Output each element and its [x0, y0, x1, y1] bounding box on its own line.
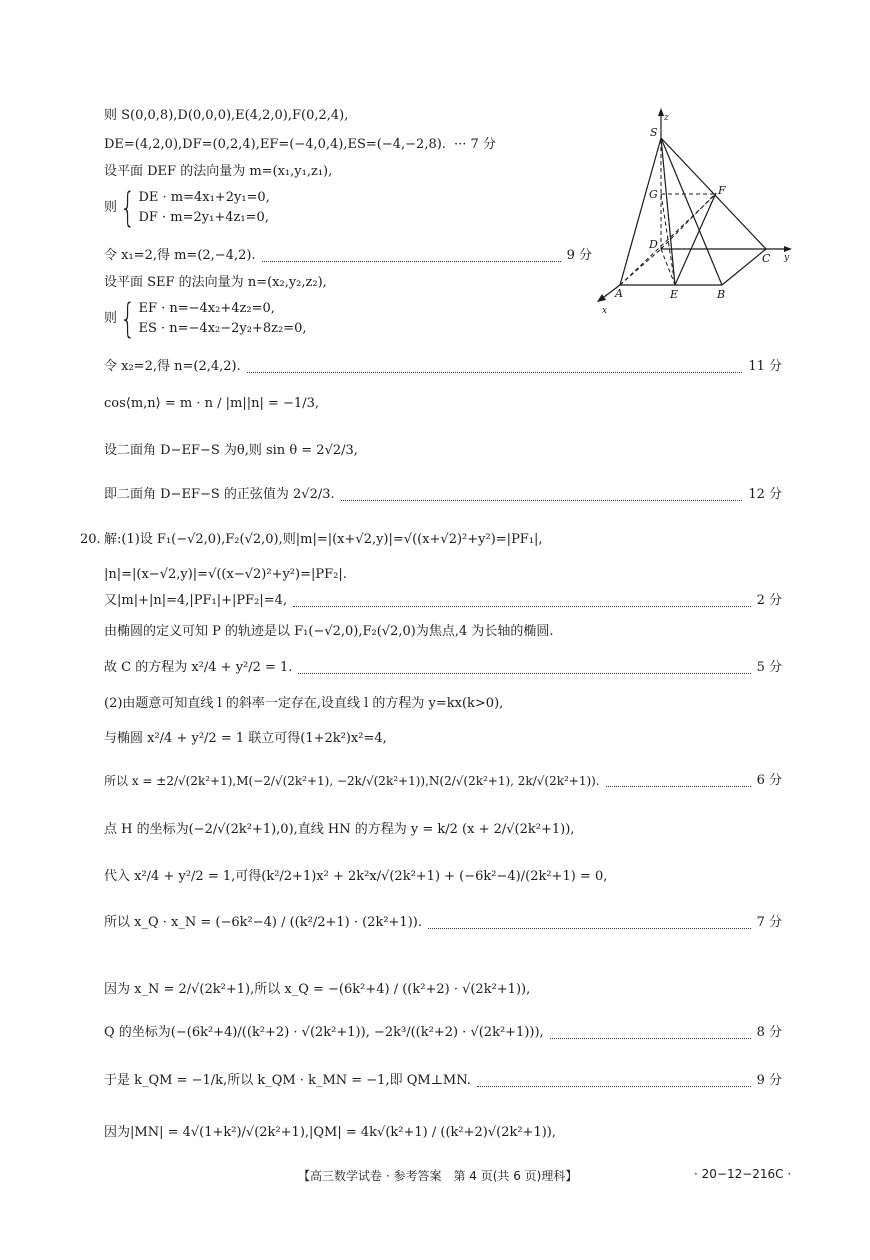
brace-icon: {	[120, 185, 136, 231]
footer-title: 【高三数学试卷 · 参考答案 第 4 页(共 6 页)理科】	[298, 1169, 578, 1183]
pyramid-figure	[592, 108, 792, 318]
y-axis-arrow-icon	[784, 246, 792, 252]
score-mark: 12 分	[748, 487, 782, 502]
label-S: S	[650, 126, 658, 139]
solution-line	[104, 246, 592, 266]
solution-line	[104, 913, 782, 933]
label-C: C	[762, 252, 771, 265]
leader-dots	[293, 595, 751, 607]
solution-line	[104, 1023, 782, 1043]
system-prefix: 则	[104, 311, 118, 326]
solution-text: 所以 x_Q · x_N = (−6k²−4) / ((k²/2+1) · (2k²+1)).	[104, 915, 422, 930]
edge-EF	[675, 193, 716, 285]
leader-dots	[428, 917, 751, 929]
equation-row: DE · m=4x₁+2y₁=0,	[138, 190, 270, 205]
leader-dots	[298, 662, 750, 674]
equation-row: DF · m=2y₁+4z₁=0,	[138, 210, 269, 225]
solution-line	[104, 1071, 782, 1091]
solution-line	[104, 135, 592, 155]
footer-code: · 20−12−216C ·	[694, 1167, 792, 1181]
sine-formula: 设二面角 D−EF−S 为θ,则 sin θ = 2√2/3,	[104, 443, 358, 458]
solution-line	[104, 357, 782, 377]
solution-line: 由椭圆的定义可知 P 的轨迹是以 F₁(−√2,0),F₂(√2,0)为焦点,4 为长轴的椭圆.	[104, 624, 554, 639]
solution-text: 即二面角 D−EF−S 的正弦值为 2√2/3.	[104, 487, 335, 502]
solution-line: |n|=|(x−√2,y)|=√((x−√2)²+y²)=|PF₂|.	[104, 567, 347, 582]
leader-dots	[477, 1075, 751, 1087]
solution-text: Q 的坐标为(−(6k²+4)/((k²+2) · √(2k²+1)), −2k³/((k²+2) · √(2k²+1))),	[104, 1025, 544, 1040]
solution-line: (2)由题意可知直线 l 的斜率一定存在,设直线 l 的方程为 y=kx(k>0),	[104, 696, 504, 711]
label-z: z	[664, 113, 669, 123]
solution-line: 因为|MN| = 4√(1+k²)/√(2k²+1),|QM| = 4k√(k²+1) / ((k²+2)√(2k²+1)),	[104, 1125, 556, 1140]
vector-coordinates: DE=(4,2,0),DF=(0,2,4),EF=(−4,0,4),ES=(−4,−2,8).	[104, 137, 446, 152]
solution-text: 又|m|+|n|=4,|PF₁|+|PF₂|=4,	[104, 593, 288, 608]
edge-SA	[620, 138, 661, 285]
score-mark: ··· 7 分	[453, 137, 496, 152]
system-prefix: 则	[104, 200, 118, 215]
leader-dots	[341, 489, 743, 501]
label-x: x	[602, 306, 608, 316]
solution-line: 设平面 DEF 的法向量为 m=(x₁,y₁,z₁),	[104, 164, 333, 179]
question-number: 20.	[80, 532, 101, 547]
label-D: D	[649, 238, 658, 251]
label-y: y	[784, 253, 790, 263]
label-A: A	[615, 287, 623, 300]
solution-line	[104, 591, 782, 611]
score-mark: 5 分	[756, 660, 782, 675]
equation-row: ES · n=−4x₂−2y₂+8z₂=0,	[138, 321, 307, 336]
leader-dots	[262, 250, 561, 262]
leader-dots	[606, 775, 751, 787]
score-mark: 8 分	[756, 1025, 782, 1040]
score-mark: 6 分	[756, 773, 782, 788]
solution-line	[104, 485, 782, 505]
score-mark: 2 分	[756, 593, 782, 608]
score-mark: 9 分	[566, 248, 592, 263]
score-mark: 11 分	[748, 359, 782, 374]
brace-icon: {	[120, 296, 136, 342]
label-G: G	[649, 188, 658, 201]
solution-text: 令 x₁=2,得 m=(2,−4,2).	[104, 248, 256, 263]
solution-line: 设平面 SEF 的法向量为 n=(x₂,y₂,z₂),	[104, 275, 327, 290]
solution-text: 故 C 的方程为 x²/4 + y²/2 = 1.	[104, 660, 293, 675]
equation-row: EF · n=−4x₂+4z₂=0,	[138, 301, 275, 316]
x-axis-arrow-icon	[597, 294, 606, 302]
leader-dots	[247, 361, 743, 373]
solution-line: 与椭圆 x²/4 + y²/2 = 1 联立可得(1+2k²)x²=4,	[104, 731, 387, 746]
solution-text: 所以 x = ±2/√(2k²+1),M(−2/√(2k²+1), −2k/√(2k²+1)),N(2/√(2k²+1), 2k/√(2k²+1)).	[104, 774, 600, 788]
solution-line: 解:(1)设 F₁(−√2,0),F₂(√2,0),则|m|=|(x+√2,y)|=√((x+√2)²+y²)=|PF₁|,	[104, 532, 543, 547]
score-mark: 7 分	[756, 915, 782, 930]
label-F: F	[718, 184, 726, 197]
solution-text: 于是 k_QM = −1/k,所以 k_QM · k_MN = −1,即 QM⊥MN.	[104, 1073, 471, 1088]
solution-text: 令 x₂=2,得 n=(2,4,2).	[104, 359, 241, 374]
leader-dots	[550, 1027, 751, 1039]
equation-system	[104, 296, 307, 342]
score-mark: 9 分	[756, 1073, 782, 1088]
edge-SB	[661, 138, 722, 285]
edge-BC	[722, 249, 766, 285]
solution-line: 点 H 的坐标为(−2/√(2k²+1),0),直线 HN 的方程为 y = k/2 (x + 2/√(2k²+1)),	[104, 822, 575, 837]
solution-line	[104, 658, 782, 678]
label-B: B	[717, 288, 726, 301]
solution-line: 则 S(0,0,8),D(0,0,0),E(4,2,0),F(0,2,4),	[104, 108, 349, 123]
label-E: E	[670, 288, 679, 301]
cosine-formula: cos⟨m,n⟩ = m · n / |m||n| = −1/3,	[104, 396, 319, 411]
solution-line: 因为 x_N = 2/√(2k²+1),所以 x_Q = −(6k²+4) / ((k²+2) · √(2k²+1)),	[104, 982, 531, 997]
solution-line	[104, 771, 782, 791]
solution-line: 代入 x²/4 + y²/2 = 1,可得(k²/2+1)x² + 2k²x/√(2k²+1) + (−6k²−4)/(2k²+1) = 0,	[104, 869, 608, 884]
edge-SE	[661, 138, 675, 285]
equation-system	[104, 185, 270, 231]
